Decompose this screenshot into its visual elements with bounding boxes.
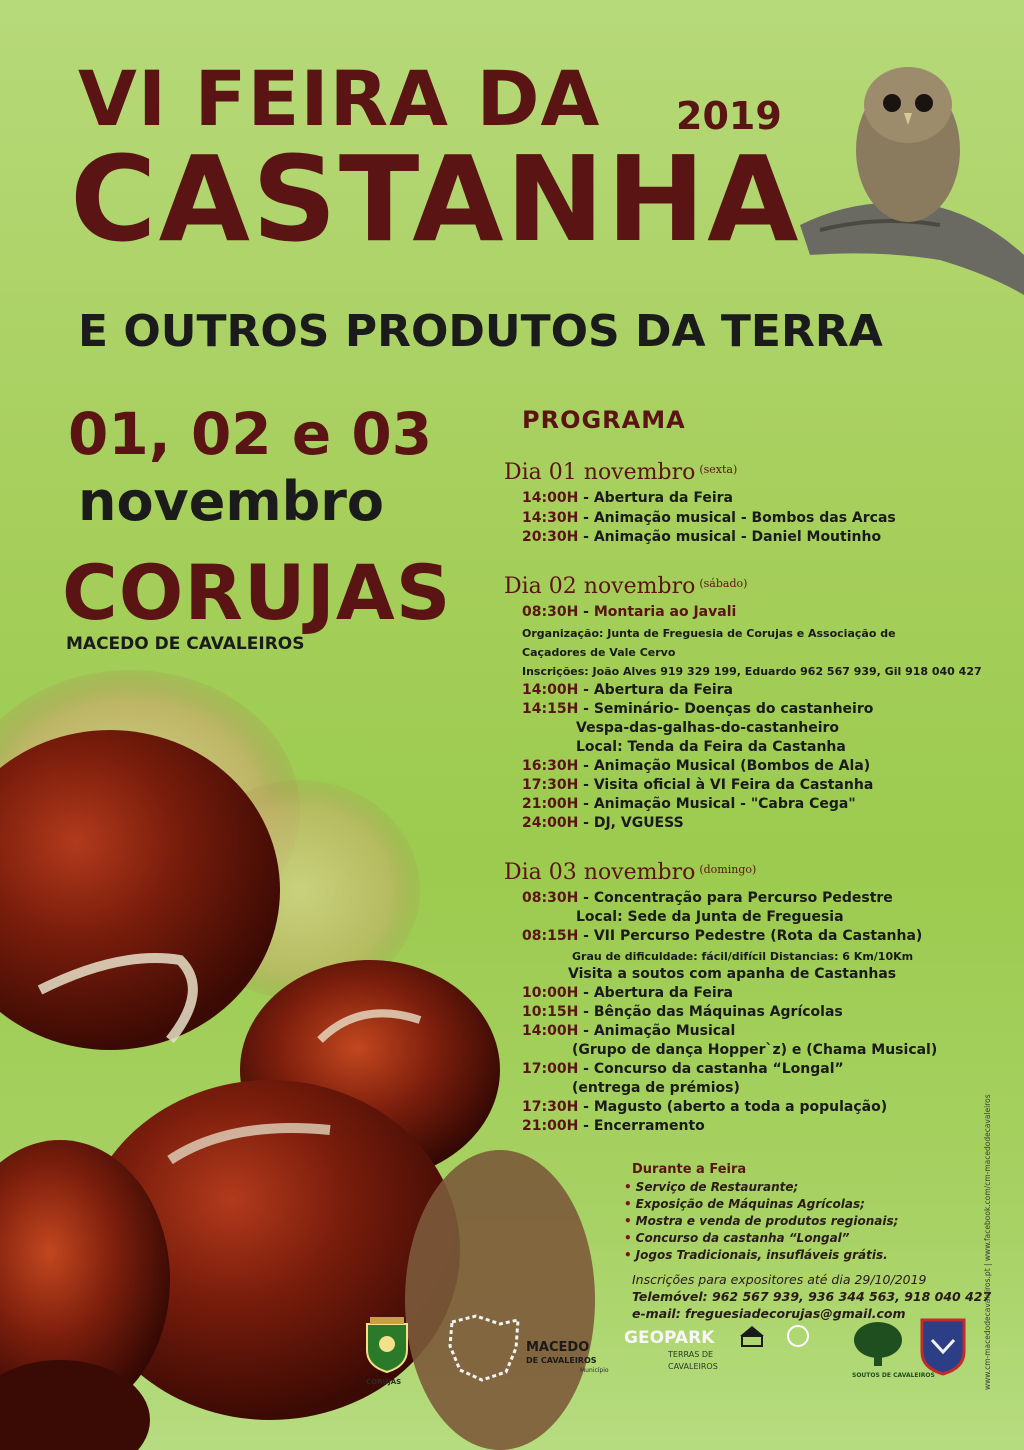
program-note: Caçadores de Vale Cervo [522,646,676,659]
list-item: • Mostra e venda de produtos regionais; [624,1214,899,1228]
program-item: 17:30H - Magusto (aberto a toda a população) [522,1099,888,1115]
program-item: 14:30H - Animação musical - Bombos das Arcas [522,510,896,526]
program-item: 14:00H - Animação Musical [522,1023,736,1039]
day-1-weekday: (sexta) [699,463,738,476]
title-line-2: CASTANHA [70,130,801,268]
title-line-1: VI FEIRA DA [78,54,601,143]
side-website-label: www.cm-macedodecavaleiros.pt | www.facebook.com/cm-macedodecavaleiros [983,1094,992,1390]
owl-illustration [800,55,1024,295]
geopark-logo-name: GEOPARK [624,1328,715,1348]
macedo-logo-sub: DE CAVALEIROS [526,1356,597,1365]
program-item: 14:00H - Abertura da Feira [522,490,733,506]
event-year: 2019 [676,94,782,138]
day-1-label: Dia 01 novembro [504,460,696,485]
program-item: 17:30H - Visita oficial à VI Feira da Castanha [522,777,874,793]
bullet-icon: • [624,1231,632,1245]
day-3-label: Dia 03 novembro [504,860,696,885]
program-note: (entrega de prémios) [572,1080,740,1096]
program-item: 17:00H - Concurso da castanha “Longal” [522,1061,844,1077]
day-2-weekday: (sábado) [699,577,748,590]
program-title: PROGRAMA [522,406,686,434]
program-item: 10:00H - Abertura da Feira [522,985,733,1001]
program-item: 16:30H - Animação Musical (Bombos de Ala) [522,758,871,774]
program-note: Organização: Junta de Freguesia de Corujas e Associação de [522,627,896,640]
program-note: (Grupo de dança Hopper`z) e (Chama Musical) [572,1042,938,1058]
exhibitor-registration: Inscrições para expositores até dia 29/10/2019 [632,1272,927,1287]
program-item: 21:00H - Animação Musical - "Cabra Cega" [522,796,856,812]
tree-icon [850,1318,906,1370]
event-municipality: MACEDO DE CAVALEIROS [66,634,305,654]
bullet-icon: • [624,1197,632,1211]
program-note: Vespa-das-galhas-do-castanheiro [576,720,840,736]
list-item: • Concurso da castanha “Longal” [624,1231,850,1245]
program-item: 08:30H - Montaria ao Javali [522,604,737,620]
bullet-icon: • [624,1214,632,1228]
program-note: Local: Tenda da Feira da Castanha [576,739,846,755]
during-fair-title: Durante a Feira [632,1162,747,1177]
event-place: CORUJAS [62,548,452,637]
program-note: Inscrições: João Alves 919 329 199, Eduardo 962 567 939, Gil 918 040 427 [522,665,982,678]
day-3-heading [504,860,756,885]
day-3-weekday: (domingo) [699,863,757,876]
bullet-icon: • [624,1248,632,1262]
macedo-map-icon [446,1312,524,1384]
program-item: 08:30H - Concentração para Percurso Pedestre [522,890,893,906]
day-1-heading [504,460,737,485]
list-item: • Jogos Tradicionais, insufláveis grátis. [624,1248,888,1262]
day-2-heading [504,574,747,599]
program-item: 24:00H - DJ, VGUESS [522,815,684,831]
program-item: 08:15H - VII Percurso Pedestre (Rota da Castanha) [522,928,923,944]
event-dates: 01, 02 e 03 [68,400,433,468]
list-item: • Exposição de Máquinas Agrícolas; [624,1197,865,1211]
program-item: 14:15H - Seminário- Doenças do castanheiro [522,701,874,717]
unesco-icon [738,1322,828,1352]
program-note: Grau de dificuldade: fácil/difícil Distancias: 6 Km/10Km [572,950,914,963]
macedo-logo-tag: Município [580,1367,609,1374]
day-2-label: Dia 02 novembro [504,574,696,599]
program-item: 14:00H - Abertura da Feira [522,682,733,698]
hunters-association-badge-icon [918,1316,968,1376]
contact-email[interactable]: e-mail: freguesiadecorujas@gmail.com [632,1306,906,1321]
list-item: • Serviço de Restaurante; [624,1180,799,1194]
corujas-logo-label: CORUJAS [366,1378,402,1386]
corujas-coat-of-arms-icon [362,1316,412,1376]
program-note: Local: Sede da Junta de Freguesia [576,909,844,925]
program-item: 21:00H - Encerramento [522,1118,705,1134]
geopark-logo-sub-2: CAVALEIROS [668,1362,718,1371]
side-website-text [980,1072,994,1392]
geopark-logo-sub-1: TERRAS DE [668,1350,714,1359]
program-item: 20:30H - Animação musical - Daniel Moutinho [522,529,882,545]
macedo-logo-name: MACEDO [526,1340,590,1355]
soutos-logo-name: SOUTOS DE CAVALEIROS [852,1372,935,1379]
event-month: novembro [78,470,385,533]
subtitle: E OUTROS PRODUTOS DA TERRA [78,306,883,357]
contact-phones: Telemóvel: 962 567 939, 936 344 563, 918 040 427 [632,1289,992,1304]
program-note: Visita a soutos com apanha de Castanhas [568,966,897,982]
bullet-icon: • [624,1180,632,1194]
program-item: 10:15H - Bênção das Máquinas Agrícolas [522,1004,843,1020]
